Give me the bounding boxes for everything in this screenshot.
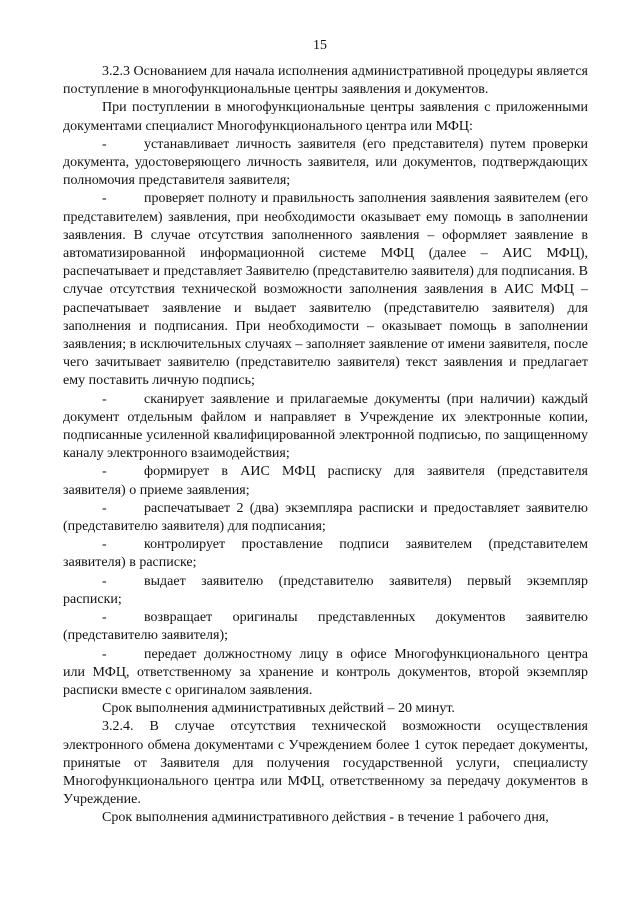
list-item <box>63 136 588 191</box>
bullet-dash: - <box>102 464 107 480</box>
list-item-text: выдает заявителю (представителю заявителя) первый экземпляр расписки; <box>63 573 588 607</box>
paragraph-deadline-2: Срок выполнения административного действия - в течение 1 рабочего дня, <box>102 810 549 826</box>
bullet-dash: - <box>102 500 107 516</box>
list-item-text: формирует в АИС МФЦ расписку для заявителя (представителя заявителя) о приеме заявления; <box>63 464 588 498</box>
list-item <box>63 573 588 609</box>
bullet-dash: - <box>102 646 107 662</box>
bullet-dash: - <box>102 136 107 152</box>
paragraph-3-2-3: 3.2.3 Основанием для начала исполнения административной процедуры является поступление в многофункциональные центры заявления и документов. <box>63 64 588 98</box>
list-item-text: возвращает оригиналы представленных документов заявителю (представителю заявителя); <box>63 610 588 644</box>
document-body <box>63 63 588 828</box>
list-item-text: устанавливает личность заявителя (его представителя) путем проверки документа, удостоверяющего личность заявителя, или документов, подтверждающих полномочия представителя заявителя; <box>63 136 588 189</box>
list-item <box>63 500 588 536</box>
list-item <box>63 646 588 701</box>
bullet-dash: - <box>102 391 107 407</box>
list-item <box>63 463 588 499</box>
list-item <box>63 609 588 645</box>
list-item-text: распечатывает 2 (два) экземпляра расписки и предоставляет заявителю (представителю заявителя) для подписания; <box>63 500 588 535</box>
page-number: 15 <box>313 38 327 53</box>
list-item-text: передает должностному лицу в офисе Многофункционального центра или МФЦ, ответственному за хранение и контроль документов, второй экземпляр расписки вместе с оригиналом заявления. <box>63 646 588 698</box>
list-item-text: контролирует проставление подписи заявителем (представителем заявителя) в расписке; <box>63 537 588 571</box>
bullet-dash: - <box>102 573 107 589</box>
list-item-text: проверяет полноту и правильность заполнения заявления заявителем (его представителем) заявления, при необходимости оказывает ему помощь в заполнении заявления. В случае отсутствия заполненного заявления – оформляет заявление в автоматизированной информационной системе МФЦ (далее – АИС МФЦ), распечатывает и представляет Заявителю (представителю заявителя) для подписания. В случае отсутствия технической возможности заполнения заявления в АИС МФЦ – распечатывает заявление и выдает заявителю (представителю заявителя) для заполнения и подписания. При необходимости – оказывает помощь в заполнении заявления; в исключительных случаях – заполняет заявление от имени заявителя, после чего зачитывает заявителю (представителю заявителя) текст заявления и предлагает ему поставить личную подпись; <box>63 191 588 389</box>
list-item <box>63 391 588 464</box>
bullet-dash: - <box>102 537 107 553</box>
paragraph-3-2-4: 3.2.4. В случае отсутствия технической возможности осуществления электронного обмена документами с Учреждением более 1 суток передает документы, принятые от Заявителя для получения государственной услуги, специалисту Многофункционального центра или МФЦ, ответственному за передачу документов в Учреждение. <box>63 719 588 808</box>
list-item <box>63 536 588 572</box>
paragraph-intro: При поступлении в многофункциональные центры заявления с приложенными документами специалист Многофункционального центра или МФЦ: <box>63 100 588 134</box>
list-item <box>63 190 588 390</box>
bullet-dash: - <box>102 191 107 207</box>
bullet-dash: - <box>102 610 107 626</box>
list-item-text: сканирует заявление и прилагаемые документы (при наличии) каждый документ отдельным файлом и направляет в Учреждение их электронные копии, подписанные усиленной квалифицированной электронной подписью, по защищенному каналу электронного взаимодействия; <box>63 391 588 462</box>
paragraph-deadline: Срок выполнения административных действий – 20 минут. <box>102 701 455 717</box>
